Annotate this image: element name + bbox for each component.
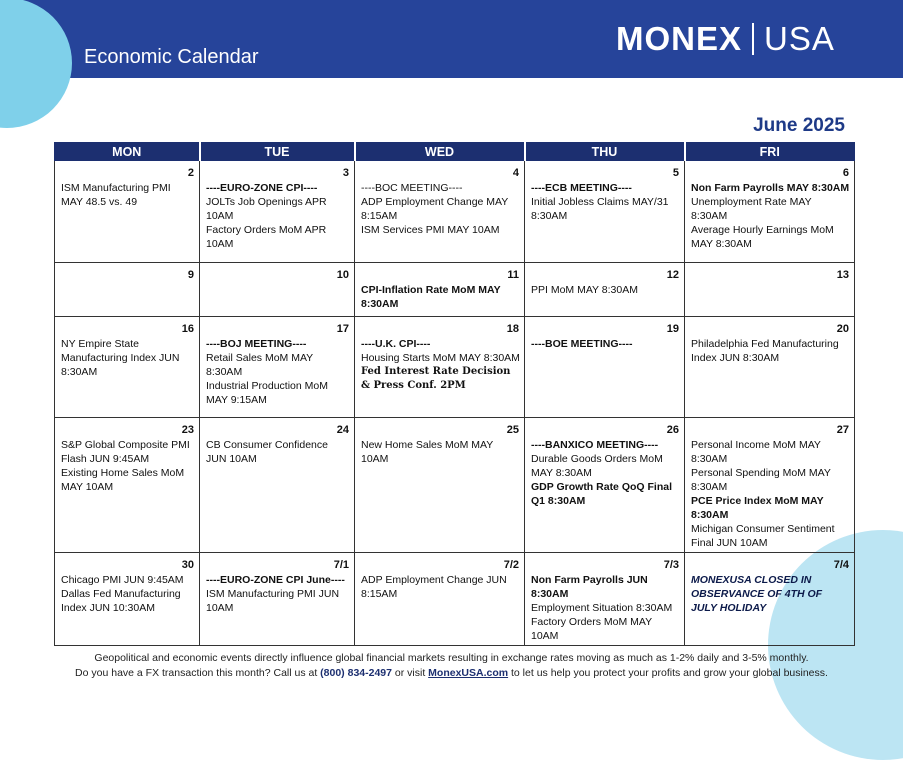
calendar-event: Existing Home Sales MoM MAY 10AM bbox=[61, 467, 185, 493]
day-number: 18 bbox=[506, 323, 519, 335]
calendar-event: ISM Manufacturing PMI MAY 48.5 vs. 49 bbox=[61, 182, 171, 208]
calendar-event: JOLTs Job Openings APR 10AM bbox=[206, 196, 327, 222]
day-events bbox=[685, 161, 854, 253]
calendar-day-cell bbox=[355, 317, 525, 418]
phone-link[interactable]: (800) 834-2497 bbox=[320, 667, 392, 679]
day-number: 27 bbox=[836, 424, 849, 436]
day-number: 17 bbox=[336, 323, 349, 335]
calendar-event: ISM Services PMI MAY 10AM bbox=[361, 224, 500, 236]
day-number: 5 bbox=[672, 167, 679, 179]
calendar-event: Industrial Production MoM MAY 9:15AM bbox=[206, 380, 328, 406]
day-events bbox=[355, 553, 524, 603]
day-number: 30 bbox=[181, 559, 194, 571]
day-events bbox=[355, 263, 524, 313]
calendar-event: Retail Sales MoM MAY 8:30AM bbox=[206, 352, 313, 378]
calendar-day-cell bbox=[355, 553, 525, 646]
calendar-event: PCE Price Index MoM MAY 8:30AM bbox=[691, 495, 824, 521]
calendar-event: ISM Manufacturing PMI JUN 10AM bbox=[206, 588, 340, 614]
calendar-event: Durable Goods Orders MoM MAY 8:30AM bbox=[531, 453, 663, 479]
day-events bbox=[685, 263, 854, 285]
calendar-event: Chicago PMI JUN 9:45AM bbox=[61, 574, 184, 586]
day-number: 20 bbox=[836, 323, 849, 335]
calendar-event: CPI-Inflation Rate MoM MAY 8:30AM bbox=[361, 284, 501, 310]
weekday-thu: THU bbox=[525, 143, 685, 161]
calendar-event: ADP Employment Change MAY 8:15AM bbox=[361, 196, 509, 222]
day-number: 7/3 bbox=[663, 559, 679, 571]
calendar-event: Non Farm Payrolls JUN 8:30AM bbox=[531, 574, 648, 600]
calendar-event: MONEXUSA CLOSED IN OBSERVANCE OF 4TH OF JULY HOLIDAY bbox=[691, 574, 823, 614]
calendar-event: Personal Spending MoM MAY 8:30AM bbox=[691, 467, 831, 493]
calendar-day-cell bbox=[200, 263, 355, 317]
day-events bbox=[685, 553, 854, 617]
footer-text-b: or visit bbox=[391, 667, 429, 679]
monex-usa-logo bbox=[616, 20, 835, 58]
calendar-event: Unemployment Rate MAY 8:30AM bbox=[691, 196, 812, 222]
footer-line-2 bbox=[0, 666, 903, 681]
calendar-event: Dallas Fed Manufacturing Index JUN 10:30AM bbox=[61, 588, 181, 614]
day-number: 7/1 bbox=[333, 559, 349, 571]
calendar-event: Factory Orders MoM APR 10AM bbox=[206, 224, 327, 250]
calendar-day-cell bbox=[200, 553, 355, 646]
day-events bbox=[55, 553, 199, 617]
calendar-day-cell bbox=[55, 263, 200, 317]
day-events bbox=[355, 418, 524, 468]
day-events bbox=[200, 263, 354, 285]
day-events bbox=[55, 263, 199, 285]
calendar-event: Employment Situation 8:30AM bbox=[531, 602, 673, 614]
calendar-event: ----BANXICO MEETING---- bbox=[531, 439, 659, 451]
calendar-event: Personal Income MoM MAY 8:30AM bbox=[691, 439, 821, 465]
day-events bbox=[55, 418, 199, 496]
calendar-event: Fed Interest Rate Decision & Press Conf. 2PM bbox=[361, 366, 511, 391]
day-number: 13 bbox=[836, 269, 849, 281]
calendar-day-cell bbox=[355, 263, 525, 317]
calendar-event: Philadelphia Fed Manufacturing Index JUN 8:30AM bbox=[691, 338, 839, 364]
calendar-event: ----EURO-ZONE CPI---- bbox=[206, 182, 318, 194]
day-events bbox=[200, 161, 354, 253]
calendar-day-cell bbox=[525, 418, 685, 553]
calendar-event: ----ECB MEETING---- bbox=[531, 182, 632, 194]
calendar-event: Michigan Consumer Sentiment Final JUN 10AM bbox=[691, 523, 835, 549]
calendar-event: Average Hourly Earnings MoM MAY 8:30AM bbox=[691, 224, 834, 250]
calendar-event: New Home Sales MoM MAY 10AM bbox=[361, 439, 494, 465]
day-events bbox=[525, 317, 684, 353]
calendar-day-cell bbox=[55, 317, 200, 418]
calendar-day-cell bbox=[525, 263, 685, 317]
day-number: 4 bbox=[512, 167, 519, 179]
day-events bbox=[200, 317, 354, 409]
calendar-event: Housing Starts MoM MAY 8:30AM bbox=[361, 352, 520, 364]
day-number: 10 bbox=[336, 269, 349, 281]
calendar-event: ----U.K. CPI---- bbox=[361, 338, 431, 350]
day-events bbox=[525, 418, 684, 510]
logo-sub: USA bbox=[764, 20, 835, 57]
calendar-event: Non Farm Payrolls MAY 8:30AM bbox=[691, 182, 850, 194]
calendar-day-cell bbox=[355, 418, 525, 553]
day-events bbox=[355, 317, 524, 395]
calendar-event: NY Empire State Manufacturing Index JUN 8:30AM bbox=[61, 338, 180, 378]
calendar-day-cell bbox=[200, 418, 355, 553]
calendar-event: ----BOC MEETING---- bbox=[361, 182, 463, 194]
calendar-day-cell bbox=[200, 161, 355, 263]
calendar-week-row bbox=[55, 263, 855, 317]
day-number: 24 bbox=[336, 424, 349, 436]
day-number: 7/2 bbox=[503, 559, 519, 571]
day-events bbox=[685, 418, 854, 552]
footer-text-c: to let us help you protect your profits and grow your global business. bbox=[508, 667, 828, 679]
day-number: 2 bbox=[187, 167, 194, 179]
calendar-day-cell bbox=[525, 161, 685, 263]
calendar-day-cell bbox=[685, 317, 855, 418]
calendar-day-cell bbox=[685, 553, 855, 646]
day-events bbox=[200, 418, 354, 468]
calendar-week-row bbox=[55, 317, 855, 418]
calendar-event: ADP Employment Change JUN 8:15AM bbox=[361, 574, 507, 600]
logo-brand: MONEX bbox=[616, 20, 743, 57]
calendar-event: Initial Jobless Claims MAY/31 8:30AM bbox=[531, 196, 669, 222]
day-number: 9 bbox=[187, 269, 194, 281]
calendar-day-cell bbox=[355, 161, 525, 263]
calendar-day-cell bbox=[685, 263, 855, 317]
calendar-day-cell bbox=[525, 317, 685, 418]
calendar-week-row bbox=[55, 553, 855, 646]
calendar-event: ----BOJ MEETING---- bbox=[206, 338, 307, 350]
weekday-mon: MON bbox=[55, 143, 200, 161]
calendar-day-cell bbox=[200, 317, 355, 418]
day-events bbox=[525, 263, 684, 299]
calendar-day-cell bbox=[685, 161, 855, 263]
calendar-day-cell bbox=[55, 553, 200, 646]
footer-text-a: Do you have a FX transaction this month? Call us at bbox=[75, 667, 321, 679]
footer-note bbox=[0, 651, 903, 681]
day-number: 19 bbox=[666, 323, 679, 335]
day-number: 26 bbox=[666, 424, 679, 436]
day-events bbox=[355, 161, 524, 239]
calendar-grid bbox=[54, 142, 855, 646]
calendar-event: ----BOE MEETING---- bbox=[531, 338, 633, 350]
day-events bbox=[685, 317, 854, 367]
month-title: June 2025 bbox=[753, 115, 845, 136]
day-number: 23 bbox=[181, 424, 194, 436]
calendar-event: GDP Growth Rate QoQ Final Q1 8:30AM bbox=[531, 481, 672, 507]
day-events bbox=[55, 161, 199, 211]
day-events bbox=[200, 553, 354, 617]
calendar-day-cell bbox=[55, 418, 200, 553]
day-events bbox=[525, 161, 684, 225]
calendar-week-row bbox=[55, 418, 855, 553]
weekday-tue: TUE bbox=[200, 143, 355, 161]
weekday-fri: FRI bbox=[685, 143, 855, 161]
calendar-event: S&P Global Composite PMI Flash JUN 9:45AM bbox=[61, 439, 190, 465]
calendar-event: CB Consumer Confidence JUN 10AM bbox=[206, 439, 328, 465]
calendar-day-cell bbox=[525, 553, 685, 646]
logo-divider bbox=[752, 23, 754, 55]
calendar-event: ----EURO-ZONE CPI June---- bbox=[206, 574, 345, 586]
calendar-day-cell bbox=[685, 418, 855, 553]
day-number: 7/4 bbox=[833, 559, 849, 571]
day-events bbox=[525, 553, 684, 645]
page-title: Economic Calendar bbox=[84, 46, 259, 68]
day-number: 16 bbox=[181, 323, 194, 335]
calendar-event: Factory Orders MoM MAY 10AM bbox=[531, 616, 652, 642]
footer-line-1: Geopolitical and economic events directly influence global financial markets resulting in exchange rates moving as much as 1-2% daily and 3-5% monthly. bbox=[94, 652, 809, 664]
day-number: 11 bbox=[507, 269, 519, 281]
weekday-wed: WED bbox=[355, 143, 525, 161]
day-number: 12 bbox=[666, 269, 679, 281]
calendar-day-cell bbox=[55, 161, 200, 263]
weekday-header-row bbox=[55, 143, 855, 161]
day-number: 6 bbox=[842, 167, 849, 179]
day-number: 25 bbox=[506, 424, 519, 436]
day-number: 3 bbox=[342, 167, 349, 179]
calendar-event: PPI MoM MAY 8:30AM bbox=[531, 284, 638, 296]
day-events bbox=[55, 317, 199, 381]
calendar-week-row bbox=[55, 161, 855, 263]
website-link[interactable]: MonexUSA.com bbox=[428, 667, 509, 679]
